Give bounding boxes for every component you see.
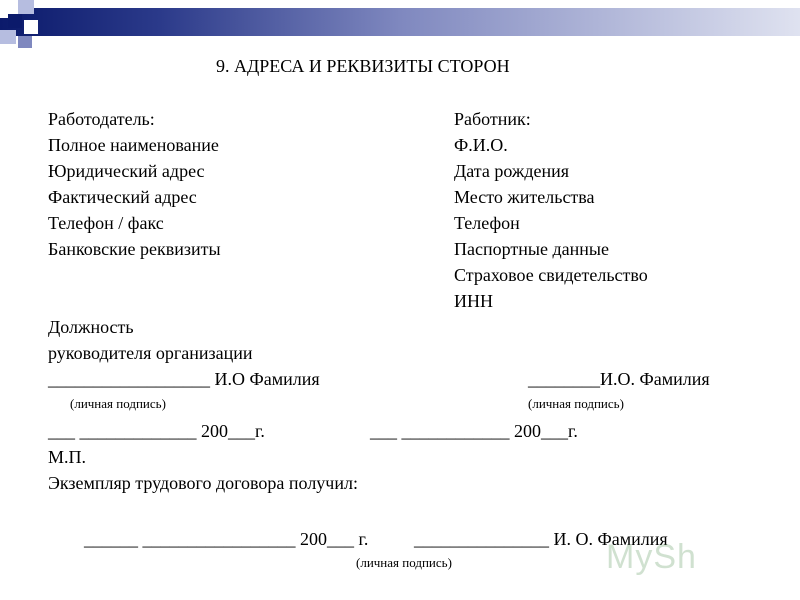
stamp-label: М.П. <box>48 447 87 467</box>
employee-field: Место жительства <box>454 187 595 207</box>
final-date-line: ______ _________________ 200___ г. <box>84 529 369 549</box>
employee-signature-line: ________И.О. Фамилия <box>528 369 710 389</box>
decor-square <box>18 36 32 48</box>
signature-caption: (личная подпись) <box>528 396 624 411</box>
position-label: Должность <box>48 317 134 337</box>
employee-field: Телефон <box>454 213 520 233</box>
section-title: 9. АДРЕСА И РЕКВИЗИТЫ СТОРОН <box>216 56 510 76</box>
employee-field: Дата рождения <box>454 161 570 181</box>
signature-caption: (личная подпись) <box>70 396 166 411</box>
employee-field: ИНН <box>454 291 493 311</box>
watermark-logo: MySh <box>606 538 697 576</box>
employee-field: Ф.И.О. <box>454 135 508 155</box>
employer-field: Фактический адрес <box>48 187 197 207</box>
employer-field: Полное наименование <box>48 135 219 155</box>
copy-received-label: Экземпляр трудового договора получил: <box>48 473 358 493</box>
employer-date-line: ___ _____________ 200___г. <box>48 421 265 441</box>
position-label: руководителя организации <box>48 343 253 363</box>
employer-field: Юридический адрес <box>48 161 205 181</box>
employee-heading: Работник: <box>454 109 531 129</box>
decor-square <box>24 20 38 34</box>
employer-heading: Работодатель: <box>48 109 155 129</box>
decor-square <box>8 14 22 28</box>
employee-field: Страховое свидетельство <box>454 265 648 285</box>
employee-date-line: ___ ____________ 200___г. <box>370 421 578 441</box>
header-decoration-bar <box>0 8 800 36</box>
employer-field: Телефон / факс <box>48 213 164 233</box>
final-signature-caption: (личная подпись) <box>356 555 452 570</box>
decor-square <box>18 0 34 14</box>
decor-square <box>0 30 16 44</box>
final-signature-line: _______________ И. О. Фамилия <box>414 529 668 549</box>
employee-field: Паспортные данные <box>454 239 609 259</box>
employer-field: Банковские реквизиты <box>48 239 221 259</box>
employer-signature-line: __________________ И.О Фамилия <box>48 369 320 389</box>
